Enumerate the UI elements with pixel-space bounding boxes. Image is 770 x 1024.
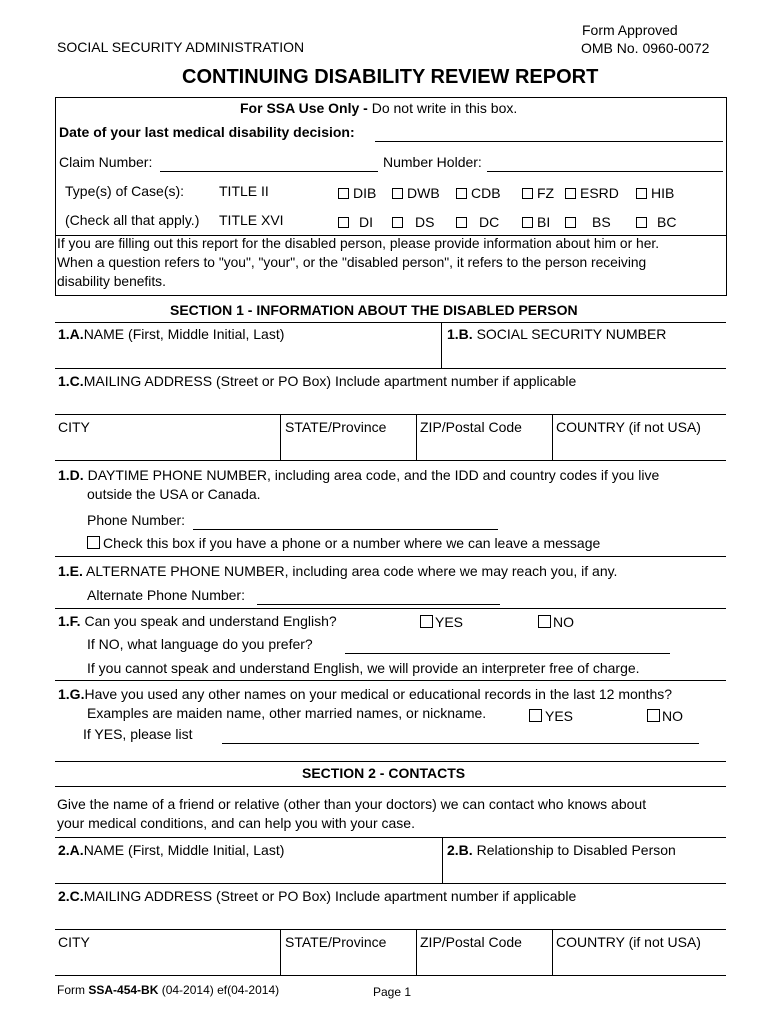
checkbox-icon	[647, 709, 660, 722]
title2-option-cdb[interactable]: CDB	[456, 185, 501, 201]
checkbox-icon	[456, 217, 467, 228]
form-number: Form SSA-454-BK (04-2014) ef(04-2014)	[57, 983, 280, 997]
zip-label: ZIP/Postal Code	[420, 934, 522, 950]
q1f-no-checkbox[interactable]: NO	[538, 614, 574, 630]
claim-number-label: Claim Number:	[59, 154, 153, 170]
divider	[55, 975, 726, 976]
checkbox-icon	[392, 188, 403, 199]
checkbox-icon	[87, 536, 100, 549]
section2-intro-2: your medical conditions, and can help you with your case.	[57, 815, 415, 831]
divider	[55, 883, 726, 884]
section1-title: SECTION 1 - INFORMATION ABOUT THE DISABLED PERSON	[170, 302, 578, 318]
phone-number-field[interactable]	[193, 529, 498, 530]
city-label: CITY	[58, 419, 90, 435]
q1g-yes-checkbox[interactable]: YES	[529, 708, 573, 724]
checkbox-icon	[338, 188, 349, 199]
divider	[55, 837, 726, 838]
checkbox-icon	[538, 615, 551, 628]
q2a-label: 2.A.NAME (First, Middle Initial, Last)	[58, 842, 285, 858]
phone-number-label: Phone Number:	[87, 512, 186, 528]
omb-number: OMB No. 0960-0072	[581, 40, 710, 56]
alt-phone-label: Alternate Phone Number:	[87, 587, 245, 603]
checkbox-icon	[522, 188, 533, 199]
page-number: Page 1	[373, 985, 412, 999]
divider	[55, 322, 726, 323]
form-approved: Form Approved	[582, 22, 678, 38]
divider	[552, 414, 553, 460]
divider	[416, 929, 417, 975]
checkbox-icon	[529, 709, 542, 722]
state-label: STATE/Province	[285, 934, 387, 950]
divider	[55, 929, 726, 930]
checkbox-icon	[420, 615, 433, 628]
title2-option-fz[interactable]: FZ	[522, 185, 554, 201]
checkbox-icon	[456, 188, 467, 199]
q1e-label: 1.E. ALTERNATE PHONE NUMBER, including area code where we may reach you, if any.	[58, 563, 618, 579]
city-label: CITY	[58, 934, 90, 950]
divider	[55, 460, 726, 461]
interpreter-note: If you cannot speak and understand English, we will provide an interpreter free of charge.	[87, 660, 640, 676]
q1g-label-line2: Examples are maiden name, other married names, or nickname.	[87, 705, 487, 721]
title16-label: TITLE XVI	[219, 212, 284, 228]
language-field[interactable]	[345, 653, 670, 654]
divider	[442, 837, 443, 883]
intro-line-2: When a question refers to "you", "your", or the "disabled person", it refers to the person receiving	[57, 255, 647, 270]
checkbox-icon	[636, 217, 647, 228]
intro-line-1: If you are filling out this report for the disabled person, please provide information about him or her.	[57, 236, 660, 251]
page-title: CONTINUING DISABILITY REVIEW REPORT	[182, 66, 599, 88]
checkbox-icon	[338, 217, 349, 228]
divider	[441, 322, 442, 368]
q1g-label: 1.G.Have you used any other names on your medical or educational records in the last 12 months?	[58, 686, 673, 702]
title16-option-di[interactable]: DI	[338, 214, 373, 230]
title2-option-esrd[interactable]: ESRD	[565, 185, 619, 201]
title16-option-bs-box[interactable]: BS	[565, 214, 611, 230]
case-types-label: Type(s) of Case(s):	[65, 183, 185, 199]
checkbox-icon	[565, 217, 576, 228]
checkbox-icon	[636, 188, 647, 199]
number-holder-field[interactable]	[487, 171, 723, 172]
zip-label: ZIP/Postal Code	[420, 419, 522, 435]
divider	[280, 929, 281, 975]
divider	[55, 680, 726, 681]
country-label: COUNTRY (if not USA)	[556, 934, 701, 950]
title2-option-dib[interactable]: DIB	[338, 185, 376, 201]
divider	[55, 786, 726, 787]
date-last-decision-field[interactable]	[375, 141, 723, 142]
title16-option-dc[interactable]: DC	[456, 214, 499, 230]
q1d-label: 1.D. DAYTIME PHONE NUMBER, including area code, and the IDD and country codes if you live	[58, 467, 660, 483]
q1f-yes-checkbox[interactable]: YES	[420, 614, 463, 630]
state-label: STATE/Province	[285, 419, 387, 435]
language-label: If NO, what language do you prefer?	[87, 636, 313, 652]
q2b-label: 2.B. Relationship to Disabled Person	[447, 842, 676, 858]
q1b-label: 1.B. SOCIAL SECURITY NUMBER	[447, 326, 667, 342]
other-names-field[interactable]	[222, 743, 699, 744]
divider	[55, 414, 726, 415]
ssa-use-only-rest: Do not write in this box.	[367, 100, 518, 116]
checkbox-icon	[522, 217, 533, 228]
title16-option-bi[interactable]: BI	[522, 214, 550, 230]
q1c-label: 1.C.MAILING ADDRESS (Street or PO Box) Include apartment number if applicable	[58, 373, 577, 389]
title2-option-dwb[interactable]: DWB	[392, 185, 440, 201]
divider	[552, 929, 553, 975]
q2c-label: 2.C.MAILING ADDRESS (Street or PO Box) Include apartment number if applicable	[58, 888, 577, 904]
title2-option-hib[interactable]: HIB	[636, 185, 674, 201]
title16-option-ds[interactable]: DS	[392, 214, 434, 230]
check-all-label: (Check all that apply.)	[65, 212, 200, 228]
agency-name: SOCIAL SECURITY ADMINISTRATION	[57, 39, 305, 55]
intro-line-3: disability benefits.	[57, 274, 166, 289]
divider	[55, 608, 726, 609]
q1a-label: 1.A.NAME (First, Middle Initial, Last)	[58, 326, 285, 342]
divider	[416, 414, 417, 460]
q1f-label: 1.F. Can you speak and understand English?	[58, 613, 337, 629]
checkbox-icon	[392, 217, 403, 228]
claim-number-field[interactable]	[160, 171, 378, 172]
title16-option-bc[interactable]: BC	[636, 214, 676, 230]
ssa-use-only-bold: For SSA Use Only -	[240, 100, 368, 116]
date-last-decision-label: Date of your last medical disability decision:	[59, 124, 355, 140]
divider	[55, 368, 726, 369]
checkbox-icon	[565, 188, 576, 199]
divider	[55, 556, 726, 557]
country-label: COUNTRY (if not USA)	[556, 419, 701, 435]
q1g-no-checkbox[interactable]: NO	[647, 708, 683, 724]
section2-intro-1: Give the name of a friend or relative (other than your doctors) we can contact who knows about	[57, 796, 647, 812]
alt-phone-field[interactable]	[257, 604, 500, 605]
title2-label: TITLE II	[219, 183, 269, 199]
section2-title: SECTION 2 - CONTACTS	[302, 765, 466, 781]
divider	[280, 414, 281, 460]
number-holder-label: Number Holder:	[383, 154, 482, 170]
divider	[55, 761, 726, 762]
ssa-use-only-heading	[240, 100, 517, 116]
other-names-label: If YES, please list	[83, 726, 193, 742]
q1d-label-line2: outside the USA or Canada.	[87, 486, 261, 502]
message-checkbox[interactable]: Check this box if you have a phone or a number where we can leave a message	[87, 535, 600, 551]
